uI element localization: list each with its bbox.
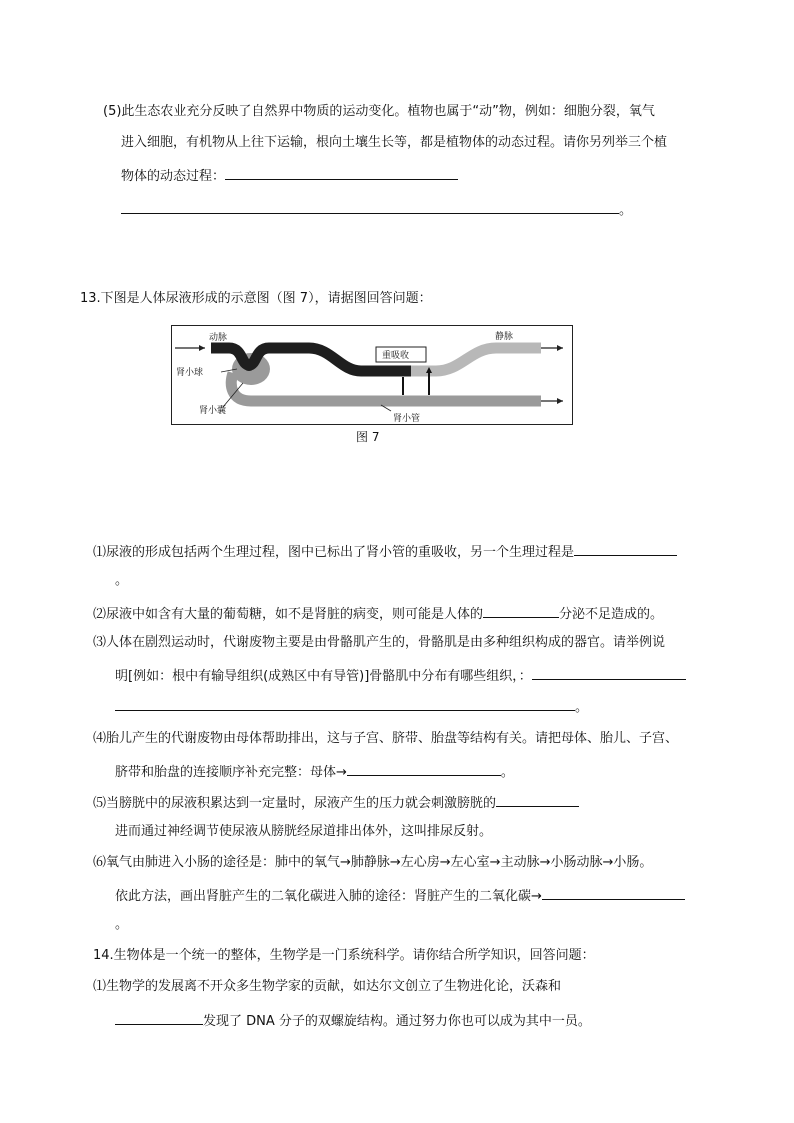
q13-intro: 13.下图是人体尿液形成的示意图（图 7），请据图回答问题： xyxy=(80,291,432,306)
label-artery: 动脉 xyxy=(209,333,228,343)
q13-5-line2: 进而通过神经调节使尿液从膀胱经尿道排出体外，这叫排尿反射。 xyxy=(115,824,493,839)
label-vein: 静脉 xyxy=(495,332,514,342)
q13-1 xyxy=(93,541,677,562)
answer-blank[interactable] xyxy=(115,696,575,711)
q13-4-end: 。 xyxy=(500,765,514,780)
q13-3-line2 xyxy=(115,665,686,686)
q13-1-text: ⑴尿液的形成包括两个生理过程，图中已标出了肾小管的重吸收，另一个生理过程是 xyxy=(93,545,575,560)
q13-4-line1: ⑷胎儿产生的代谢废物由母体帮助排出，这与子宫、脐带、胎盘等结构有关。请把母体、胎儿、子宫、 xyxy=(93,731,679,746)
q12-5-line3-text: 物体的动态过程： xyxy=(121,169,226,184)
q12-5-line1: (5)此生态农业充分反映了自然界中物质的运动变化。植物也属于“动”物，例如：细胞分裂，氧气 xyxy=(103,104,655,119)
label-reabsorption: 重吸收 xyxy=(382,351,410,361)
q12-5-line2: 进入细胞，有机物从上往下运输，根向土壤生长等，都是植物体的动态过程。请你另列举三个植 xyxy=(121,135,668,150)
urine-formation-diagram xyxy=(171,325,573,425)
label-glomerulus: 肾小球 xyxy=(176,368,204,378)
q13-3-text: 明[例如：根中有输导组织(成熟区中有导管)]骨骼肌中分布有哪些组织，： xyxy=(115,669,532,684)
answer-blank[interactable] xyxy=(115,1010,203,1025)
q13-5-line1 xyxy=(93,792,579,813)
answer-blank[interactable] xyxy=(121,199,619,214)
q13-2-text: ⑵尿液中如含有大量的葡萄糖，如不是肾脏的病变，则可能是人体的 xyxy=(93,607,484,622)
label-tubule: 肾小管 xyxy=(393,414,421,424)
q12-5-line3 xyxy=(121,165,458,186)
answer-blank[interactable] xyxy=(542,885,685,900)
q13-6-end: 。 xyxy=(115,917,129,932)
glomerulus-shape xyxy=(243,359,255,371)
q14-1-text: 发现了 DNA 分子的双螺旋结构。通过努力你也可以成为其中一员。 xyxy=(203,1014,591,1029)
q14-1-line1: ⑴生物学的发展离不开众多生物学家的贡献，如达尔文创立了生物进化论，沃森和 xyxy=(93,979,562,994)
q13-5-text: ⑸当膀胱中的尿液积累达到一定量时，尿液产生的压力就会刺激膀胱的 xyxy=(93,796,497,811)
answer-blank[interactable] xyxy=(225,165,458,180)
q13-4-line2 xyxy=(115,761,514,782)
answer-blank[interactable] xyxy=(496,792,579,807)
answer-blank[interactable] xyxy=(574,541,677,556)
q13-2-text-end: 分泌不足造成的。 xyxy=(559,607,664,622)
q13-3-line1: ⑶人体在剧烈运动时，代谢废物主要是由骨骼肌产生的，骨骼肌是由多种组织构成的器官。请举例说 xyxy=(93,635,666,650)
q13-6-text: 依此方法，画出肾脏产生的二氧化碳进入肺的途径：肾脏产生的二氧化碳→ xyxy=(115,889,542,904)
q14-1-line2 xyxy=(115,1010,591,1031)
q13-3-line3 xyxy=(115,696,588,717)
label-capsule: 肾小囊 xyxy=(199,406,227,416)
q14-intro: 14.生物体是一个统一的整体，生物学是一门系统科学。请你结合所学知识，回答问题： xyxy=(93,948,595,963)
q13-3-end: 。 xyxy=(575,700,589,715)
q13-6-line1: ⑹氧气由肺进入小肠的途径是：肺中的氧气→肺静脉→左心房→左心室→主动脉→小肠动脉→小肠。 xyxy=(93,855,653,870)
q12-5-line4-end: 。 xyxy=(619,203,633,218)
answer-blank[interactable] xyxy=(483,603,559,618)
q13-6-line2 xyxy=(115,885,685,906)
q12-5-line4 xyxy=(121,199,632,220)
answer-blank[interactable] xyxy=(347,761,501,776)
q13-1-end: 。 xyxy=(115,573,129,588)
q13-4-text: 脐带和胎盘的连接顺序补充完整：母体→ xyxy=(115,765,347,780)
answer-blank[interactable] xyxy=(532,665,686,680)
q13-2 xyxy=(93,603,663,624)
figure-caption: 图 7 xyxy=(356,430,380,444)
